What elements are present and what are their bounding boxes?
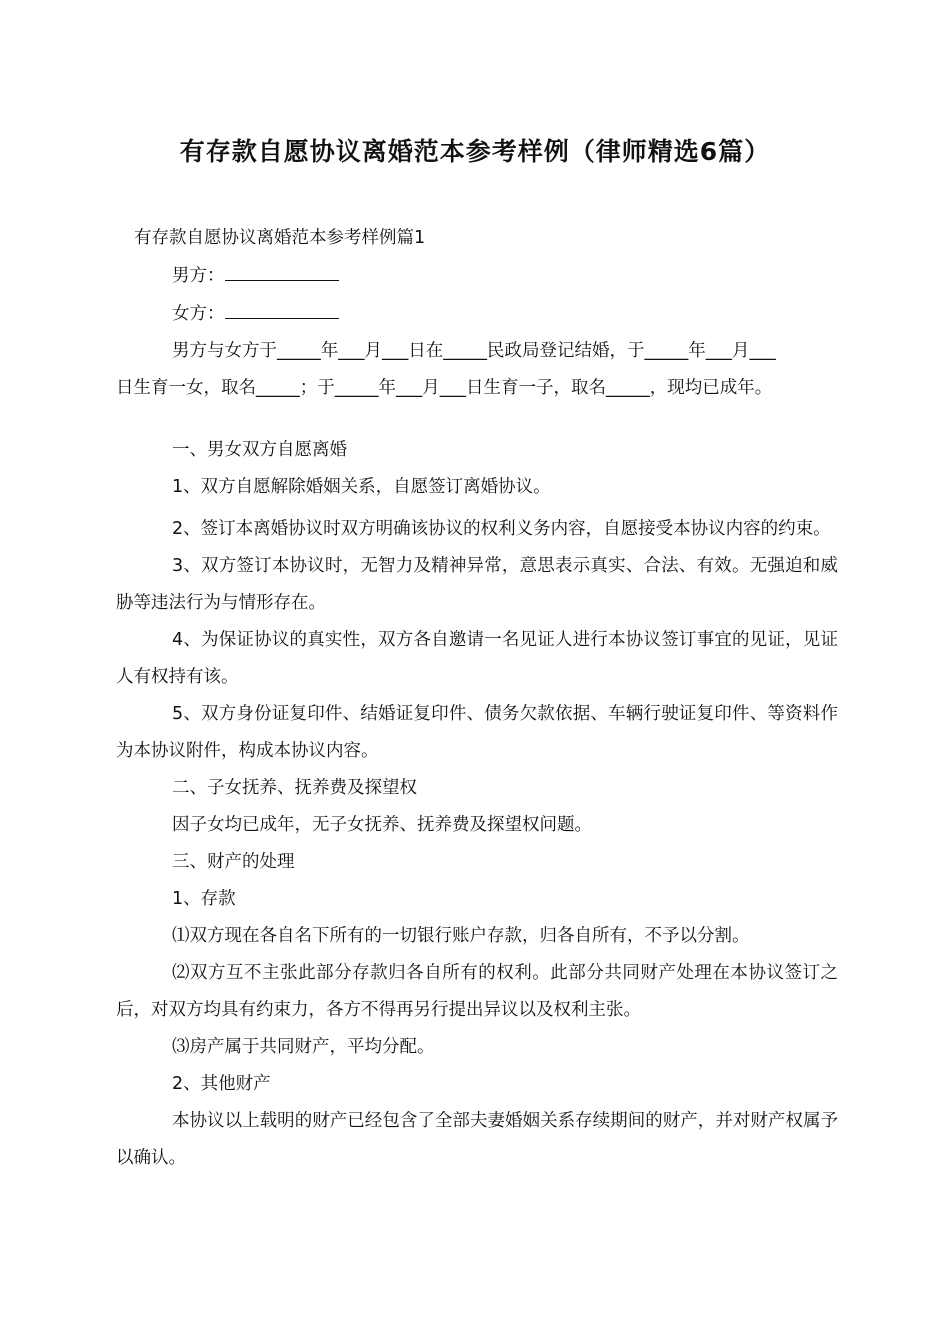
clause-other-title: 2、其他财产 (172, 1074, 271, 1094)
clause-deposit-3: ⑶房产属于共同财产，平均分配。 (172, 1037, 435, 1057)
clause-1: 1、双方自愿解除婚姻关系，自愿签订离婚协议。 (172, 477, 551, 497)
clause-5: 5、双方身份证复印件、结婚证复印件、债务欠款依据、车辆行驶证复印件、等资料作为本协议附件，构成本协议内容。 (116, 704, 838, 761)
document-body (116, 225, 838, 1177)
female-blank (225, 300, 339, 319)
male-blank (225, 262, 339, 281)
document-title: 有存款自愿协议离婚范本参考样例（律师精选6篇） (179, 137, 771, 166)
marriage-paragraph-line2: 日生育一女，取名_____；于_____年___月___日生育一子，取名_____，现均已成年。 (116, 378, 773, 398)
spacer (116, 401, 838, 437)
heading-property: 三、财产的处理 (172, 852, 295, 872)
female-label: 女方： (172, 304, 225, 324)
clause-deposit-title: 1、存款 (172, 889, 236, 909)
clause-2: 2、签订本离婚协议时双方明确该协议的权利义务内容，自愿接受本协议内容的约束。 (172, 519, 831, 539)
heading-divorce: 一、男女双方自愿离婚 (172, 440, 347, 460)
clause-4: 4、为保证协议的真实性，双方各自邀请一名见证人进行本协议签订事宜的见证，见证人有权持有该。 (116, 630, 838, 687)
heading-children: 二、子女抚养、抚养费及探望权 (172, 778, 417, 798)
male-field (116, 262, 838, 289)
clause-other-property: 本协议以上载明的财产已经包含了全部夫妻婚姻关系存续期间的财产，并对财产权属予以确认。 (116, 1111, 838, 1168)
male-label: 男方： (172, 266, 225, 286)
clause-deposit-1: ⑴双方现在各自名下所有的一切银行账户存款，归各自所有，不予以分割。 (172, 926, 750, 946)
marriage-paragraph-line1: 男方与女方于_____年___月___日在_____民政局登记结婚，于_____年___月___ (172, 341, 776, 361)
section-title: 有存款自愿协议离婚范本参考样例篇1 (134, 228, 426, 248)
female-field (116, 300, 838, 327)
clause-deposit-2: ⑵双方互不主张此部分存款归各自所有的权利。此部分共同财产处理在本协议签订之后，对双方均具有约束力，各方不得再另行提出异议以及权利主张。 (116, 963, 838, 1020)
clause-children: 因子女均已成年，无子女抚养、抚养费及探望权问题。 (172, 815, 592, 835)
clause-3: 3、双方签订本协议时，无智力及精神异常，意思表示真实、合法、有效。无强迫和威胁等违法行为与情形存在。 (116, 556, 838, 613)
